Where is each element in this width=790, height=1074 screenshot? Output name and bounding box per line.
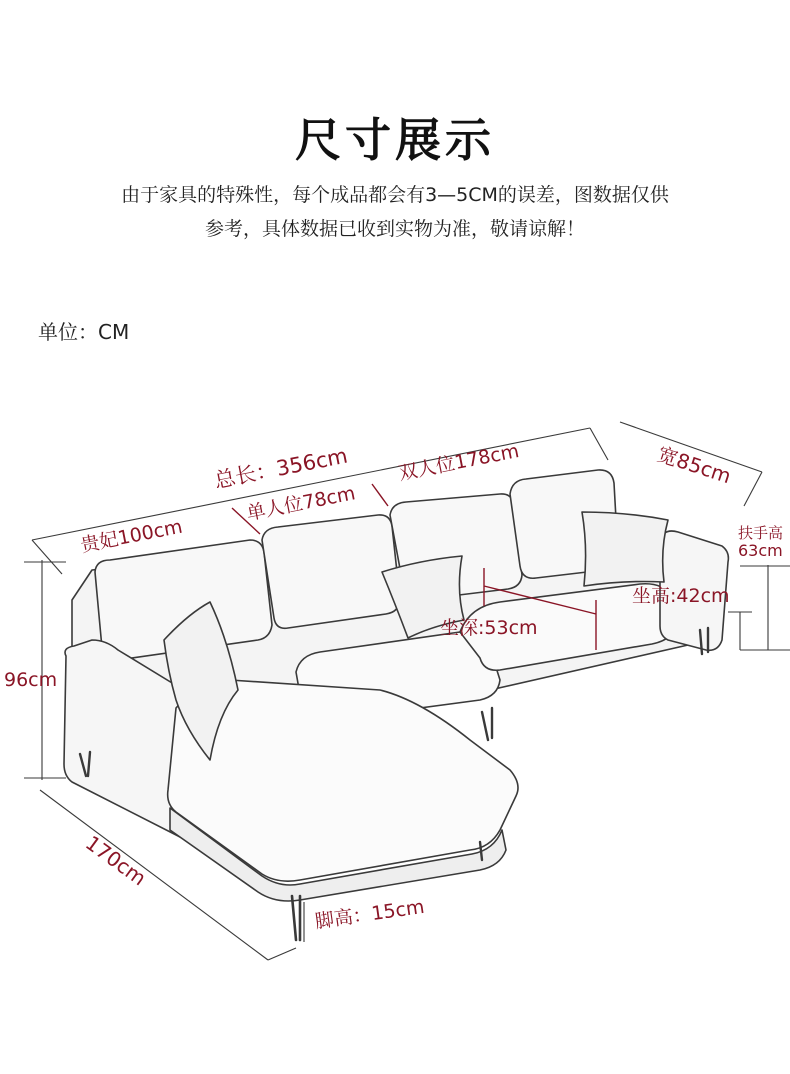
dim-line-total-tick-left [32, 540, 62, 574]
disclaimer-line-2: 参考，具体数据已收到实物为准，敬请谅解！ [204, 218, 585, 240]
single-seat-label: 单人位78cm [244, 482, 358, 525]
dim-line-armrest-ticks [740, 566, 790, 650]
page-title: 尺寸展示 [295, 113, 495, 167]
leg-height-label: 脚高：15cm [313, 895, 426, 933]
back-cushion-2 [262, 515, 400, 628]
disclaimer-line-1: 由于家具的特殊性，每个成品都会有3—5CM的误差，图数据仅供 [121, 184, 669, 206]
leg-2 [482, 708, 492, 740]
dim-line-total-tick-right [590, 428, 608, 460]
unit-label: 单位：CM [38, 320, 130, 344]
leg-4 [292, 896, 300, 940]
double-seat-label: 双人位178cm [396, 439, 521, 485]
seat-height-label: 坐高:42cm [632, 585, 730, 607]
height-label: 96cm [4, 669, 58, 691]
dim-line-chaise-tick [268, 948, 296, 960]
armrest-height-value: 63cm [738, 541, 783, 560]
total-length-label: 总长：356cm [212, 443, 350, 493]
armrest-height-label: 扶手高 [738, 524, 784, 542]
seat-depth-label: 坐深:53cm [440, 617, 538, 639]
chaise-length-label: 170cm [81, 830, 151, 891]
chaise-label: 贵妃100cm [78, 515, 185, 557]
pillow-3 [582, 512, 668, 586]
width-label: 宽85cm [654, 441, 735, 489]
dim-line-width-tick-right [744, 472, 762, 506]
